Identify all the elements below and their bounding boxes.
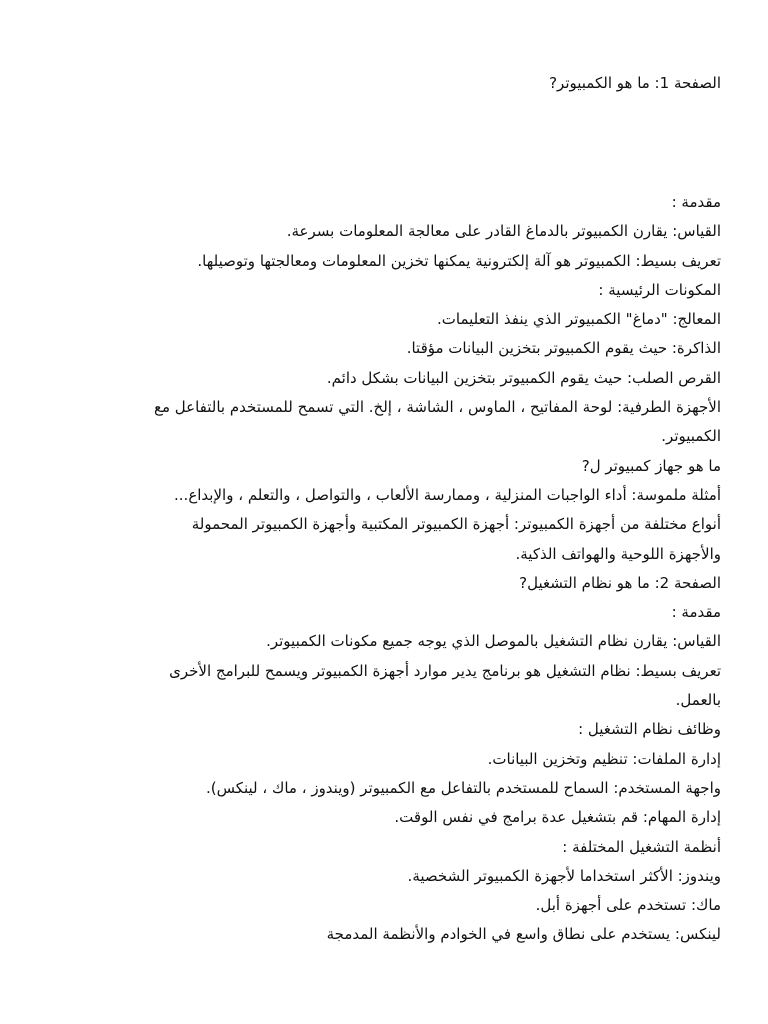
document-body bbox=[48, 188, 721, 950]
text-line: : المكونات الرئيسية bbox=[598, 280, 721, 299]
text-line: .المعالج: "دماغ" الكمبيوتر الذي ينفذ التعليمات bbox=[437, 310, 721, 329]
text-line: .والأجهزة اللوحية والهواتف الذكية bbox=[515, 544, 721, 563]
text-line: تعريف بسيط: نظام التشغيل هو برنامج يدير موارد أجهزة الكمبيوتر ويسمح للبرامج الأخرى bbox=[169, 661, 721, 680]
text-line: : وظائف نظام التشغيل bbox=[578, 720, 721, 739]
text-line: .إدارة المهام: قم بتشغيل عدة برامج في نفس الوقت bbox=[394, 808, 721, 827]
text-line: الأجهزة الطرفية: لوحة المفاتيح ، الماوس ، الشاشة ، إلخ. التي تسمح للمستخدم بالتفاعل مع bbox=[153, 398, 721, 417]
text-line: : أنظمة التشغيل المختلفة bbox=[562, 837, 721, 856]
text-line: ...أمثلة ملموسة: أداء الواجبات المنزلية ، وممارسة الألعاب ، والتواصل ، والتعلم ، والإبداع bbox=[174, 485, 721, 504]
text-line: : مقدمة bbox=[671, 193, 721, 211]
page-title: ?الصفحة 1: ما هو الكمبيوتر bbox=[549, 74, 721, 92]
text-line: .بالعمل bbox=[675, 691, 721, 710]
text-line: .إدارة الملفات: تنظيم وتخزين البيانات bbox=[487, 749, 721, 768]
text-line: : مقدمة bbox=[671, 603, 721, 622]
text-line: .القياس: يقارن نظام التشغيل بالموصل الذي يوجه جميع مكونات الكمبيوتر bbox=[266, 632, 721, 651]
text-line: .الكمبيوتر bbox=[661, 427, 721, 446]
text-line: ?ما هو جهاز كمبيوتر ل bbox=[581, 456, 721, 475]
text-line: .ماك: تستخدم على أجهزة أبل bbox=[535, 896, 721, 915]
text-line: .الذاكرة: حيث يقوم الكمبيوتر بتخزين البيانات مؤقتا bbox=[406, 339, 721, 358]
text-line: .ويندوز: الأكثر استخداما لأجهزة الكمبيوتر الشخصية bbox=[407, 866, 721, 885]
text-line: ?الصفحة 2: ما هو نظام التشغيل bbox=[519, 573, 721, 592]
text-line: لينكس: يستخدم على نطاق واسع في الخوادم والأنظمة المدمجة bbox=[326, 925, 721, 944]
text-line: .تعريف بسيط: الكمبيوتر هو آلة إلكترونية يمكنها تخزين المعلومات ومعالجتها وتوصيلها bbox=[197, 251, 721, 270]
text-line: .القياس: يقارن الكمبيوتر بالدماغ القادر على معالجة المعلومات بسرعة bbox=[286, 222, 721, 241]
text-line: .واجهة المستخدم: السماح للمستخدم بالتفاعل مع الكمبيوتر (ويندوز ، ماك ، لينكس) bbox=[205, 778, 721, 797]
text-line: .القرص الصلب: حيث يقوم الكمبيوتر بتخزين البيانات بشكل دائم bbox=[326, 368, 721, 387]
text-line: أنواع مختلفة من أجهزة الكمبيوتر: أجهزة الكمبيوتر المكتبية وأجهزة الكمبيوتر المحمولة bbox=[191, 515, 721, 534]
